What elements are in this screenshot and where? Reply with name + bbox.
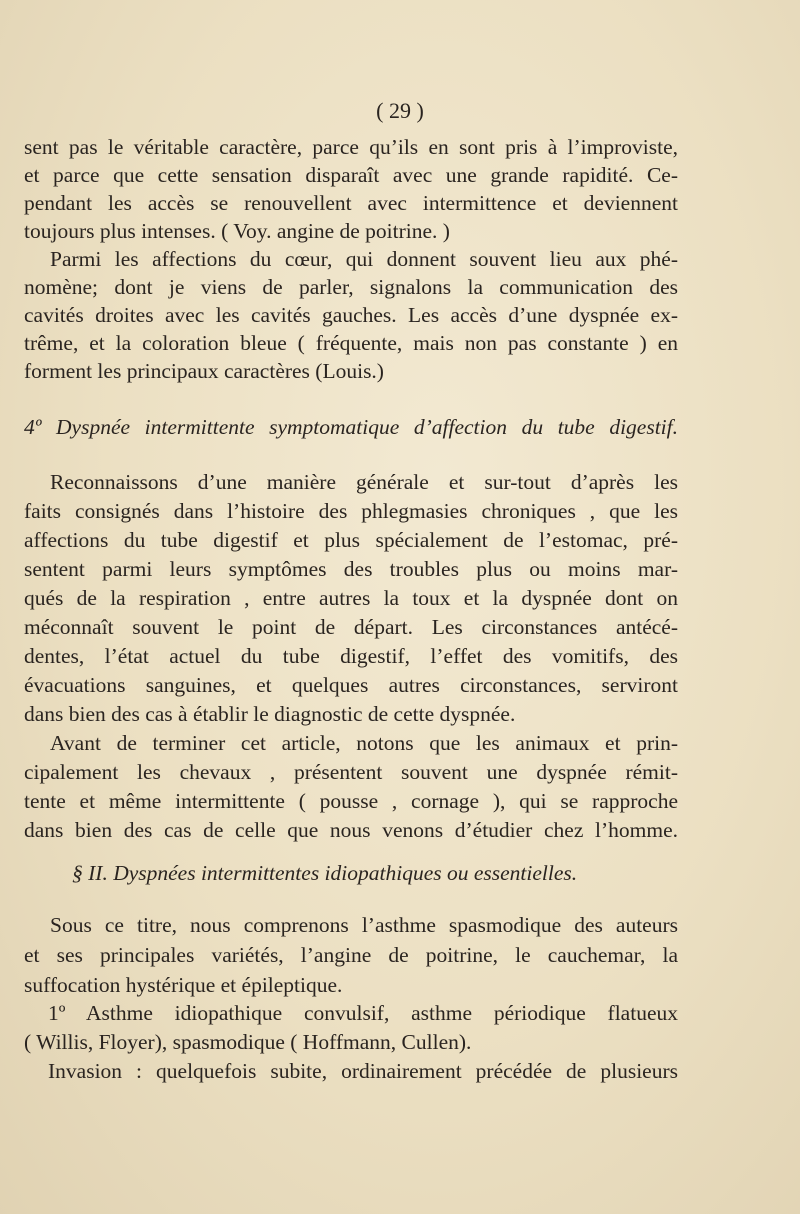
text-line-12: faits consignés dans l’histoire des phlegmasies chroniques , que les xyxy=(24,499,678,523)
text-line-2: et parce que cette sensation disparaît avec une grande rapidité. Ce- xyxy=(24,163,678,187)
text-line-22: tente et même intermittente ( pousse , cornage ), qui se rapproche xyxy=(24,789,678,813)
text-line-8: trême, et la coloration bleue ( fréquente, mais non pas constante ) en xyxy=(24,331,678,355)
text-line-7: cavités droites avec les cavités gauches. Les accès d’une dyspnée ex- xyxy=(24,303,678,327)
text-line-18: évacuations sanguines, et quelques autres circonstances, serviront xyxy=(24,673,678,697)
text-line-1: sent pas le véritable caractère, parce qu’ils en sont pris à l’improviste, xyxy=(24,135,678,159)
text-line-4: toujours plus intenses. ( Voy. angine de poitrine. ) xyxy=(24,219,450,243)
text-line-16: méconnaît souvent le point de départ. Les circonstances antécé- xyxy=(24,615,678,639)
text-line-13: affections du tube digestif et plus spécialement de l’estomac, pré- xyxy=(24,528,678,552)
text-line-23: dans bien des cas de celle que nous venons d’étudier chez l’homme. xyxy=(24,818,678,842)
text-line-20: Avant de terminer cet article, notons que les animaux et prin- xyxy=(50,731,678,755)
text-line-5: Parmi les affections du cœur, qui donnent souvent lieu aux phé- xyxy=(50,247,678,271)
text-line-21: cipalement les chevaux , présentent souvent une dyspnée rémit- xyxy=(24,760,678,784)
text-line-19: dans bien des cas à établir le diagnostic de cette dyspnée. xyxy=(24,702,516,726)
text-line-25: Sous ce titre, nous comprenons l’asthme spasmodique des auteurs xyxy=(50,913,678,937)
text-line-11: Reconnaissons d’une manière générale et sur-tout d’après les xyxy=(50,470,678,494)
page-number: ( 29 ) xyxy=(376,98,424,123)
section-heading-2: § II. Dyspnées intermittentes idiopathiques ou essentielles. xyxy=(72,861,578,885)
section-heading-4: 4º Dyspnée intermittente symptomatique d’affection du tube digestif. xyxy=(24,415,678,439)
text-line-30: Invasion : quelquefois subite, ordinairement précédée de plusieurs xyxy=(48,1059,678,1083)
text-line-29: ( Willis, Floyer), spasmodique ( Hoffmann, Cullen). xyxy=(24,1030,472,1054)
text-line-26: et ses principales variétés, l’angine de poitrine, le cauchemar, la xyxy=(24,943,678,967)
text-line-27: suffocation hystérique et épileptique. xyxy=(24,973,343,997)
text-line-28: 1º Asthme idiopathique convulsif, asthme périodique flatueux xyxy=(48,1001,678,1025)
text-line-3: pendant les accès se renouvellent avec intermittence et deviennent xyxy=(24,191,678,215)
text-line-6: nomène; dont je viens de parler, signalons la communication des xyxy=(24,275,678,299)
text-line-9: forment les principaux caractères (Louis.) xyxy=(24,359,384,383)
text-line-14: sentent parmi leurs symptômes des troubles plus ou moins mar- xyxy=(24,557,678,581)
text-line-15: qués de la respiration , entre autres la toux et la dyspnée dont on xyxy=(24,586,678,610)
text-line-17: dentes, l’état actuel du tube digestif, l’effet des vomitifs, des xyxy=(24,644,678,668)
